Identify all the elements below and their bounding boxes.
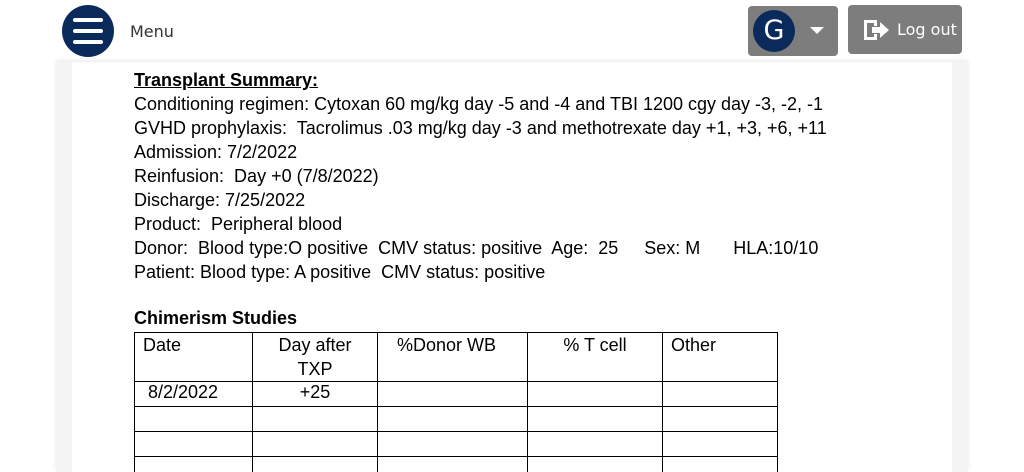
donor-hla: HLA:10/10	[733, 238, 819, 258]
table-row	[135, 407, 778, 432]
table-cell	[135, 407, 253, 432]
table-cell	[663, 432, 778, 457]
donor-info	[134, 236, 827, 260]
document-page	[72, 62, 952, 472]
header-date: Date	[135, 333, 253, 382]
table-row	[135, 457, 778, 472]
transplant-summary	[134, 68, 827, 284]
table-cell	[528, 382, 663, 407]
account-dropdown-button[interactable]	[748, 6, 838, 56]
table-cell	[663, 407, 778, 432]
donor-sex: Sex: M	[644, 238, 701, 258]
reinfusion-date: Reinfusion: Day +0 (7/8/2022)	[134, 166, 379, 186]
table-header-row	[135, 333, 778, 382]
table-cell	[253, 457, 378, 472]
table-cell	[135, 432, 253, 457]
table-cell: +25	[253, 382, 378, 407]
table-cell	[378, 407, 528, 432]
menu-label[interactable]: Menu	[130, 22, 174, 41]
header-other: Other	[663, 333, 778, 382]
menu-button[interactable]	[62, 5, 114, 57]
header-day-after-txp: Day after TXP	[253, 333, 378, 382]
admission-date: Admission: 7/2/2022	[134, 142, 298, 162]
hamburger-icon-bar	[73, 29, 103, 33]
logout-button[interactable]	[848, 5, 962, 54]
table-cell	[378, 432, 528, 457]
table-row	[135, 432, 778, 457]
table-cell	[378, 457, 528, 472]
table-cell	[663, 457, 778, 472]
conditioning-regimen: Conditioning regimen: Cytoxan 60 mg/kg day -5 and -4 and TBI 1200 cgy day -3, -2, -1	[134, 94, 824, 114]
hamburger-icon-bar	[73, 18, 103, 22]
patient-info: Patient: Blood type: A positive CMV status: positive	[134, 262, 546, 282]
table-cell	[253, 432, 378, 457]
header-t-cell: % T cell	[528, 333, 663, 382]
table-cell	[528, 457, 663, 472]
chevron-down-icon	[810, 27, 824, 34]
table-cell	[253, 407, 378, 432]
table-row	[135, 382, 778, 407]
avatar: G	[753, 10, 795, 52]
product: Product: Peripheral blood	[134, 214, 343, 234]
logout-icon	[862, 18, 890, 42]
top-bar	[0, 0, 1024, 62]
summary-title: Transplant Summary:	[134, 70, 319, 90]
discharge-date: Discharge: 7/25/2022	[134, 190, 306, 210]
chimerism-title: Chimerism Studies	[134, 308, 298, 328]
chimerism-table	[134, 332, 778, 472]
table-cell	[528, 432, 663, 457]
document-viewer	[56, 62, 968, 472]
table-cell	[528, 407, 663, 432]
table-cell	[135, 457, 253, 472]
logout-label: Log out	[897, 20, 957, 39]
table-cell	[378, 382, 528, 407]
table-cell	[663, 382, 778, 407]
header-donor-wb: %Donor WB	[378, 333, 528, 382]
table-cell: 8/2/2022	[135, 382, 253, 407]
gvhd-prophylaxis: GVHD prophylaxis: Tacrolimus .03 mg/kg day -3 and methotrexate day +1, +3, +6, +11	[134, 118, 827, 138]
donor-blood-info: Donor: Blood type:O positive CMV status: positive Age: 25	[134, 238, 619, 258]
hamburger-icon-bar	[73, 40, 103, 44]
